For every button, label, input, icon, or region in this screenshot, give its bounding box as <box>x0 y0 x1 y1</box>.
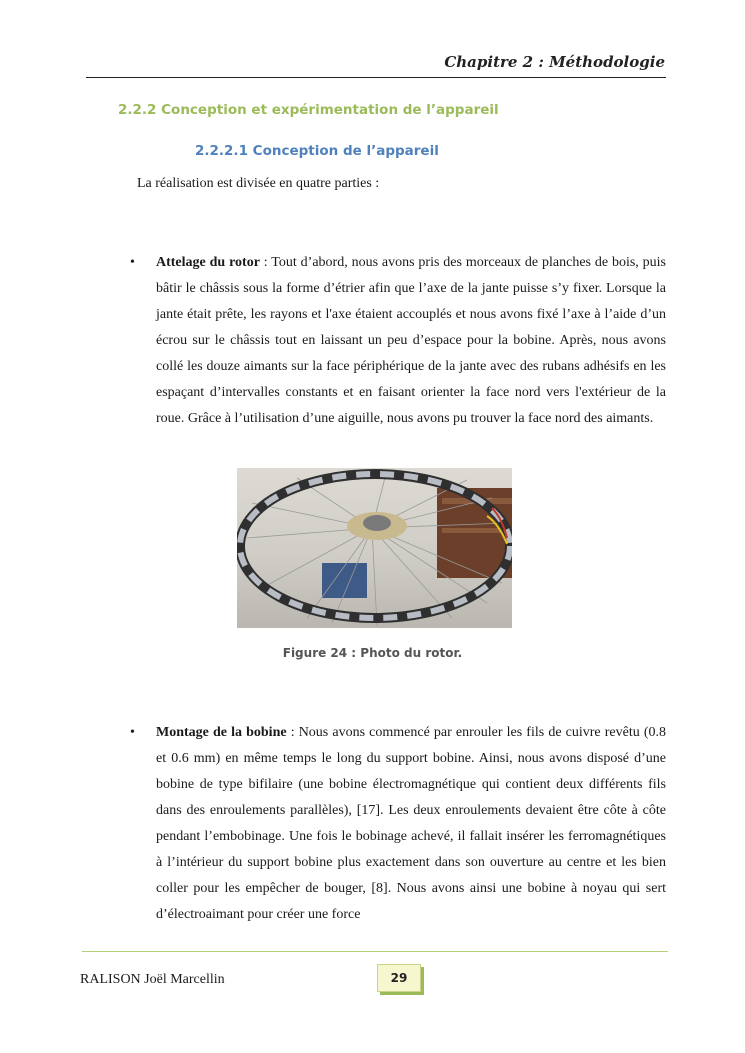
bullet-item <box>130 250 666 432</box>
bullet-icon: • <box>130 725 135 740</box>
footer-author: RALISON Joël Marcellin <box>80 972 225 987</box>
bullet-icon: • <box>130 255 135 270</box>
figure-caption: Figure 24 : Photo du rotor. <box>282 646 463 660</box>
intro-paragraph: La réalisation est divisée en quatre parties : <box>137 176 380 191</box>
bullet-paragraph <box>156 250 666 432</box>
header-divider <box>86 77 666 78</box>
bullet-body: : Nous avons commencé par enrouler les fils de cuivre revêtu (0.8 et 0.6 mm) en même temps le long du support bobine. Ainsi, nous avons disposé d’une bobine de type bifilaire (une bobine électromagnétique qui contient deux différents fils dans des enroulements parallèles), [17]. Les deux enroulements devaient être côte à côte pendant l’embobinage. Une fois le bobinage achevé, il fallait insérer les ferromagnétiques à l’intérieur du support bobine plus exactement dans son ouverture au centre et les bien coller pour les empêcher de bouger, [8]. Nous avons ainsi une bobine à noyau qui sert d’électroaimant pour créer une force <box>156 725 666 922</box>
rotor-photo <box>237 468 512 628</box>
bullet-term: Attelage du rotor <box>156 255 260 270</box>
subsection-heading: 2.2.2.1 Conception de l’appareil <box>195 143 439 159</box>
page-number: 29 <box>377 964 421 992</box>
bullet-paragraph <box>156 720 666 928</box>
hub-axle <box>363 515 391 531</box>
bullet-term: Montage de la bobine <box>156 725 287 740</box>
footer-divider <box>82 951 668 952</box>
rotor-wheel-illustration <box>237 468 512 628</box>
chapter-header: Chapitre 2 : Méthodologie <box>444 53 665 71</box>
bullet-item <box>130 720 666 928</box>
section-heading: 2.2.2 Conception et expérimentation de l’appareil <box>118 102 499 118</box>
bullet-body: : Tout d’abord, nous avons pris des morceaux de planches de bois, puis bâtir le châssis sous la forme d’étrier afin que l’axe de la jante puisse s’y fixer. Lorsque la jante était prête, les rayons et l'axe étaient accouplés et nous avons fixé l’axe à l’aide d’un écrou sur le châssis tout en laissant un peu d’espace pour la bobine. Après, nous avons collé les douze aimants sur la face périphérique de la jante avec des rubans adhésifs en les espaçant d’intervalles constants et en faisant orienter la face nord vers l'extérieur de la roue. Grâce à l’utilisation d’une aiguille, nous avons pu trouver la face nord des aimants. <box>156 255 666 426</box>
